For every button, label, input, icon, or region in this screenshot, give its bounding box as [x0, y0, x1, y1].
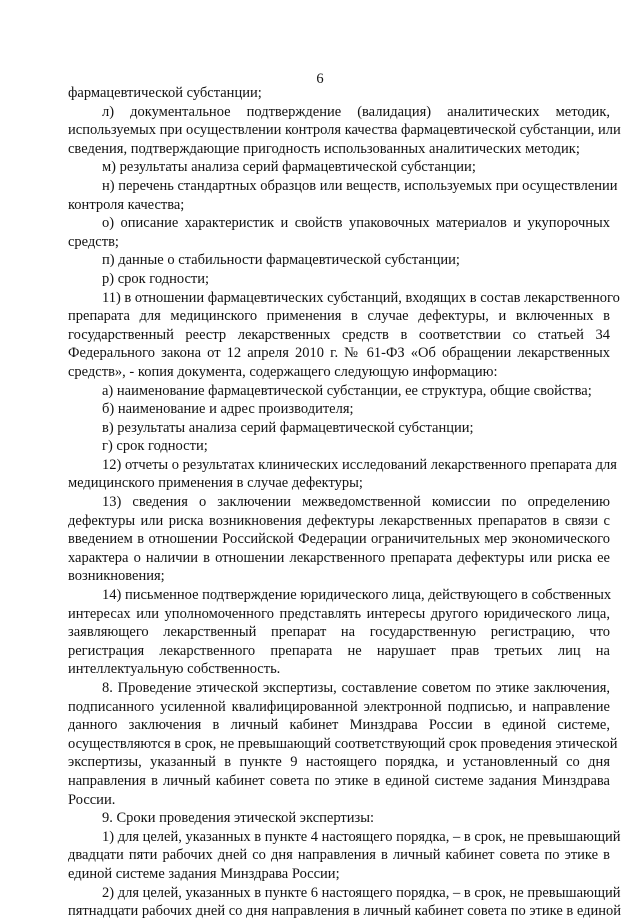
page-number: 6: [316, 71, 324, 87]
text-line: о) описание характеристик и свойств упаковочных материалов и укупорочных: [102, 215, 610, 232]
text-line: 1) для целей, указанных в пункте 4 настоящего порядка, – в срок, не превышающий: [102, 828, 621, 845]
text-line: дефектуры или риска возникновения дефектуры лекарственных препаратов в связи с: [68, 512, 610, 529]
text-line: препарата для медицинского применения в случае дефектуры, и включенных в: [68, 308, 610, 325]
text-line: экспертизы, указанный в пункте 9 настоящего порядка, и установленный со дня: [68, 754, 610, 771]
text-line: 8. Проведение этической экспертизы, составление советом по этике заключения,: [102, 680, 610, 696]
text-line: регистрация лекарственного препарата не нарушает прав третьих лиц на: [68, 642, 610, 659]
text-line: интересах или уполномоченного представлять интересы другого юридического лица,: [68, 605, 610, 622]
text-line: сведения, подтверждающие пригодность использованных аналитических методик;: [68, 140, 580, 157]
text-line: осуществляются в срок, не превышающий соответствующий срок проведения этической: [68, 735, 618, 752]
text-line: 13) сведения о заключении межведомственной комиссии по определению: [102, 494, 610, 511]
text-line: заявляющего лекарственный препарат на государственную регистрацию, что: [68, 624, 610, 641]
text-line: направления в личный кабинет совета по этике в единой системе задания Минздрава: [68, 772, 610, 789]
text-line: России.: [68, 791, 116, 808]
text-line: контроля качества;: [68, 196, 185, 213]
text-line: единой системе задания Минздрава России;: [68, 865, 340, 882]
text-line: средств;: [68, 233, 119, 250]
text-line: б) наименование и адрес производителя;: [102, 401, 354, 418]
text-line: м) результаты анализа серий фармацевтической субстанции;: [102, 159, 476, 176]
text-line: Федерального закона от 12 апреля 2010 г. № 61-ФЗ «Об обращении лекарственных: [68, 345, 610, 362]
text-line: введением в отношении Российской Федерации ограничительных мер экономического: [68, 531, 610, 548]
text-line: 11) в отношении фармацевтических субстанций, входящих в состав лекарственного: [102, 289, 620, 306]
text-line: средств», - копия документа, содержащего следующую информацию:: [68, 363, 498, 380]
document-body: [68, 84, 622, 921]
text-line: государственный реестр лекарственных средств в соответствии со статьей 34: [68, 326, 610, 343]
text-line: 12) отчеты о результатах клинических исследований лекарственного препарата для: [102, 456, 617, 473]
text-line: характера о наличии в отношении лекарственного препарата дефектуры или риска ее: [68, 549, 610, 566]
text-line: п) данные о стабильности фармацевтической субстанции;: [102, 252, 460, 269]
text-line: г) срок годности;: [102, 438, 208, 455]
text-line: интеллектуальную собственность.: [68, 661, 281, 678]
text-line: медицинского применения в случае дефектуры;: [68, 475, 363, 492]
text-line: н) перечень стандартных образцов или веществ, используемых при осуществлении: [102, 177, 618, 194]
text-line: л) документальное подтверждение (валидация) аналитических методик,: [102, 103, 610, 120]
text-line: а) наименование фармацевтической субстанции, ее структура, общие свойства;: [102, 382, 592, 399]
text-line: в) результаты анализа серий фармацевтической субстанции;: [102, 419, 474, 436]
text-line: подписанного усиленной квалифицированной электронной подписью, и направление: [68, 698, 610, 715]
text-line: пятнадцати рабочих дней со дня направления в личный кабинет совета по этике в единой: [68, 903, 622, 920]
text-line: двадцати пяти рабочих дней со дня направления в личный кабинет совета по этике в: [68, 847, 610, 864]
text-line: данного заключения в личный кабинет Минздрава России в единой системе,: [68, 717, 610, 734]
text-line: используемых при осуществлении контроля качества фармацевтической субстанции, или: [68, 122, 621, 139]
text-line: 14) письменное подтверждение юридического лица, действующего в собственных: [102, 587, 612, 604]
text-line: 2) для целей, указанных в пункте 6 настоящего порядка, – в срок, не превышающий: [102, 884, 621, 901]
text-line: возникновения;: [68, 568, 165, 585]
text-line: 9. Сроки проведения этической экспертизы:: [102, 810, 374, 827]
text-line: р) срок годности;: [102, 270, 210, 287]
text-line: фармацевтической субстанции;: [68, 85, 262, 101]
